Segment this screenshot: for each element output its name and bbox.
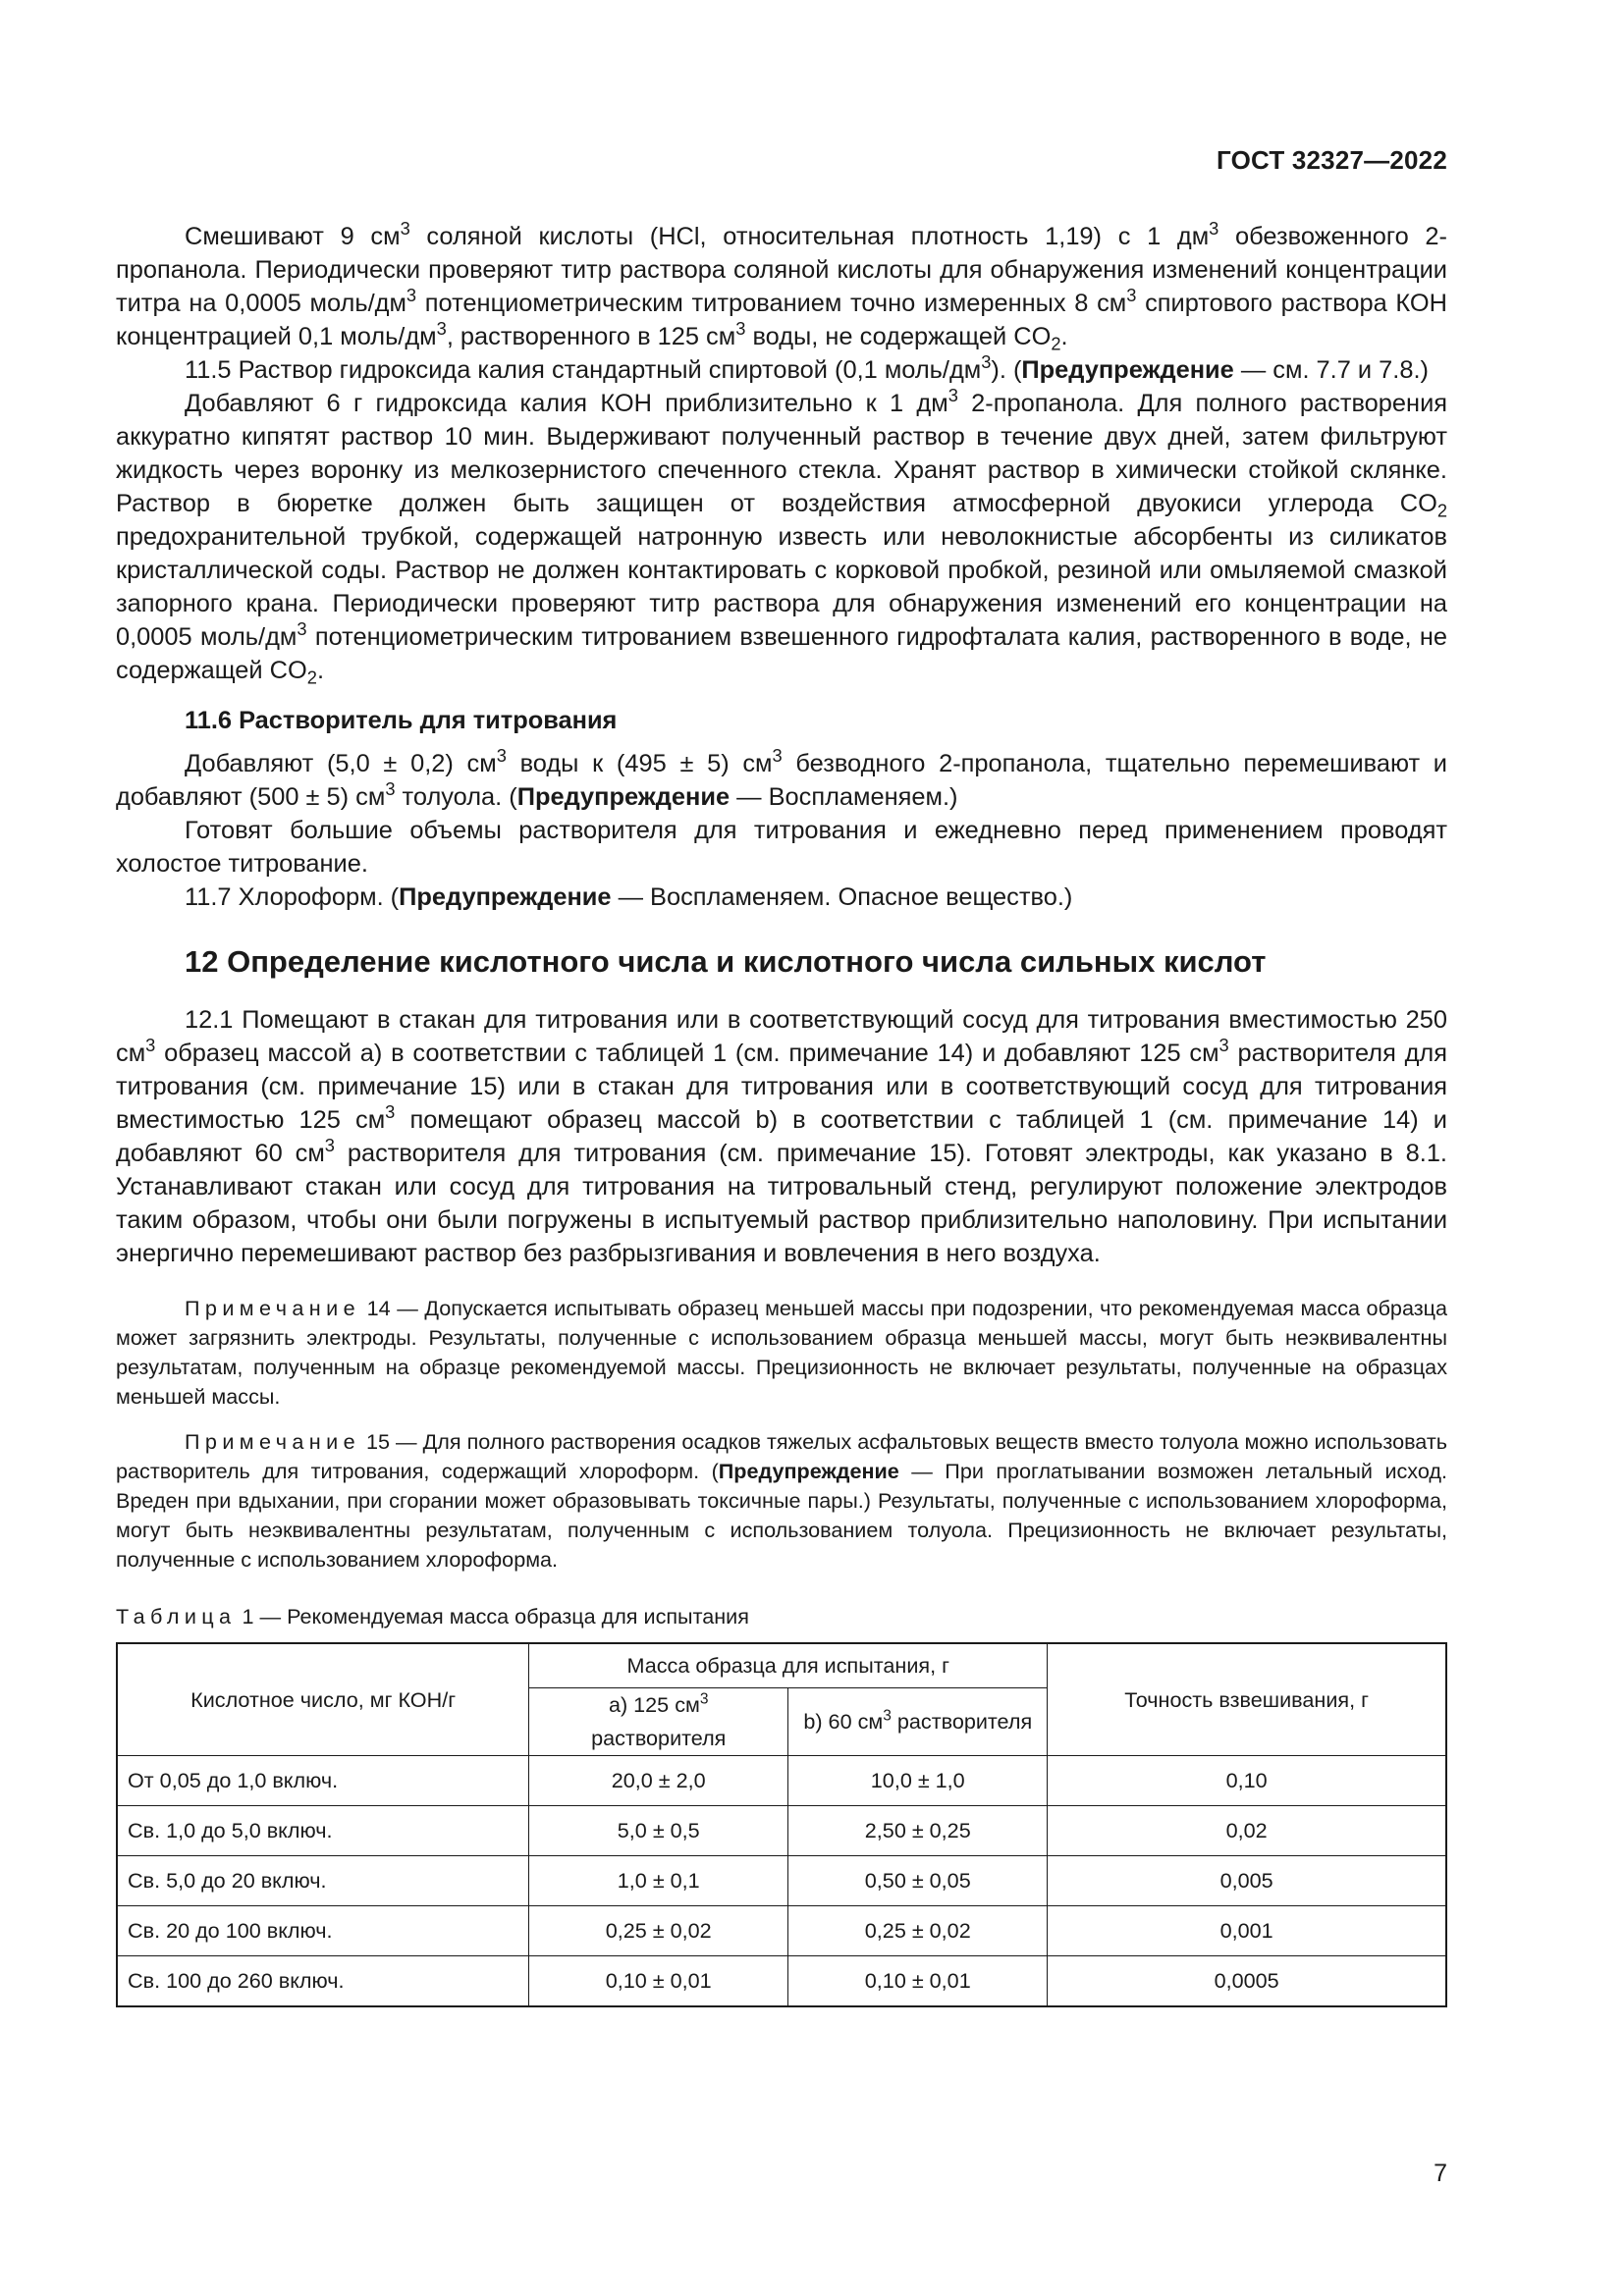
note-14: Примечание 14 — Допускается испытывать образец меньшей массы при подозрении, что рекомендуемая масса образца может загрязнить электроды. Результаты, полученные с использованием образца меньшей массы, могут быть неэквивалентны результатам, полученным на образце рекомендуемой массы. Прецизионность не включает результаты, полученные на образцах меньшей массы. <box>116 1296 1447 1409</box>
page-content <box>116 217 1448 2007</box>
paragraph-solvent-mix: Добавляют (5,0 ± 0,2) $см^3$ воды к (495 ± 5) $см^3$ безводного 2-пропанола, тщательно перемешивают и добавляют (500 ± 5) $см^3$ толуола. (Предупреждение — Воспламеняем.) <box>116 744 1447 811</box>
table-cell: 20,0 ± 2,0 <box>529 1756 788 1806</box>
table-cell: 0,10 <box>1048 1756 1446 1806</box>
table-cell: 0,10 ± 0,01 <box>529 1956 788 2007</box>
paragraph-11-7: 11.7 Хлороформ. (Предупреждение — Воспламеняем. Опасное вещество.) <box>185 883 1073 911</box>
note-label: Примечание <box>185 1296 360 1320</box>
header-acid-number: Кислотное число, мг КОН/г <box>117 1643 529 1756</box>
table-cell: 1,0 ± 0,1 <box>529 1856 788 1906</box>
document-header: ГОСТ 32327—2022 <box>1217 145 1447 175</box>
table-cell: От 0,05 до 1,0 включ. <box>117 1756 529 1806</box>
table-row <box>117 1806 1446 1856</box>
header-column-b: b) 60 $см^3$ растворителя <box>788 1688 1048 1756</box>
table-cell: Св. 1,0 до 5,0 включ. <box>117 1806 529 1856</box>
subheading-11-6: 11.6 Растворитель для титрования <box>185 707 618 734</box>
paragraph-11-5: 11.5 Раствор гидроксида калия стандартный спиртовой (0,1 моль/$дм^3$). (Предупреждение — см. 7.7 и 7.8.) <box>185 350 1429 384</box>
table-cell: 2,50 ± 0,25 <box>788 1806 1048 1856</box>
header-sample-mass: Масса образца для испытания, г <box>529 1643 1048 1688</box>
table-cell: 0,50 ± 0,05 <box>788 1856 1048 1906</box>
table-row <box>117 1756 1446 1806</box>
sample-mass-table <box>116 1642 1447 2007</box>
paragraph-12-1: 12.1 Помещают в стакан для титрования или в соответствующий сосуд для титрования вместимостью 250 $см^3$ образец массой а) в соответствии с таблицей 1 (см. примечание 14) и добавляют 125 $см^3$ растворителя для титрования (см. примечание 15) или в стакан для титрования или в соответствующий сосуд для титрования вместимостью 125 $см^3$ помещают образец массой b) в соответствии с таблицей 1 (см. примечание 14) и добавляют 60 $см^3$ растворителя для титрования (см. примечание 15). Готовят электроды, как указано в 8.1. Устанавливают стакан или сосуд для титрования на титровальный стенд, регулируют положение электродов таким образом, чтобы они были погружены в испытуемый раствор приблизительно наполовину. При испытании энергично перемешивают раствор без разбрызгивания и вовлечения в него воздуха. <box>116 1006 1447 1267</box>
paragraph-blank-titration: Готовят большие объемы растворителя для титрования и ежедневно перед применением проводят холостое титрование. <box>116 817 1447 878</box>
note-label: Примечание <box>185 1429 360 1454</box>
table-cell: 0,001 <box>1048 1906 1446 1956</box>
table-cell: 5,0 ± 0,5 <box>529 1806 788 1856</box>
table-cell: Св. 100 до 260 включ. <box>117 1956 529 2007</box>
table-cell: 0,0005 <box>1048 1956 1446 2007</box>
table-caption: Таблица 1 — Рекомендуемая масса образца для испытания <box>116 1604 749 1629</box>
table-cell: Св. 5,0 до 20 включ. <box>117 1856 529 1906</box>
table-cell: 0,25 ± 0,02 <box>788 1906 1048 1956</box>
table-cell: 0,005 <box>1048 1856 1446 1906</box>
section-heading-12: 12 Определение кислотного числа и кислотного числа сильных кислот <box>185 944 1267 979</box>
table-cell: Св. 20 до 100 включ. <box>117 1906 529 1956</box>
table-cell: 0,25 ± 0,02 <box>529 1906 788 1956</box>
header-column-a: а) 125 $см^3$ растворителя <box>529 1688 788 1756</box>
table-row <box>117 1906 1446 1956</box>
page-number: 7 <box>1434 2160 1447 2187</box>
table-cell: 0,02 <box>1048 1806 1446 1856</box>
header-weighing-accuracy: Точность взвешивания, г <box>1048 1643 1446 1756</box>
paragraph-koh-preparation: Добавляют 6 г гидроксида калия КОН приблизительно к 1 $дм^3$ 2-пропанола. Для полного растворения аккуратно кипятят раствор 10 мин. Выдерживают полученный раствор в течение двух дней, затем фильтруют жидкость через воронку из мелкозернистого спеченного стекла. Хранят раствор в химически стойкой склянке. Раствор в бюретке должен быть защищен от воздействия атмосферной двуокиси углерода $CO_2$ предохранительной трубкой, содержащей натронную известь или неволокнистые абсорбенты из силикатов кристаллической соды. Раствор не должен контактировать с корковой пробкой, резиной или омыляемой смазкой запорного крана. Периодически проверяют титр раствора для обнаружения изменений его концентрации на 0,0005 моль/$дм^3$ потенциометрическим титрованием взвешенного гидрофталата калия, растворенного в воде, не содержащей $CO_2$. <box>116 384 1448 688</box>
table-cell: 0,10 ± 0,01 <box>788 1956 1048 2007</box>
table-row <box>117 1956 1446 2007</box>
table-row <box>117 1856 1446 1906</box>
paragraph-hcl-solution: Смешивают 9 $см^3$ соляной кислоты (HCl, относительная плотность 1,19) с 1 $дм^3$ обезвоженного 2-пропанола. Периодически проверяют титр раствора соляной кислоты для обнаружения изменений концентрации титра на 0,0005 моль/$дм^3$ потенциометрическим титрованием точно измеренных 8 $см^3$ спиртового раствора КОН концентрацией 0,1 моль/$дм^3$, растворенного в 125 $см^3$ воды, не содержащей $CO_2$. <box>116 217 1448 354</box>
table-cell: 10,0 ± 1,0 <box>788 1756 1048 1806</box>
note-15: Примечание 15 — Для полного растворения осадков тяжелых асфальтовых веществ вместо толуола можно использовать растворитель для титрования, содержащий хлороформ. (Предупреждение — При проглатывании возможен летальный исход. Вреден при вдыхании, при сгорании может образовывать токсичные пары.) Результаты, полученные с использованием хлороформа, могут быть неэквивалентны результатам, полученным с использованием толуола. Прецизионность не включает результаты, полученные с использованием хлороформа. <box>116 1429 1447 1572</box>
